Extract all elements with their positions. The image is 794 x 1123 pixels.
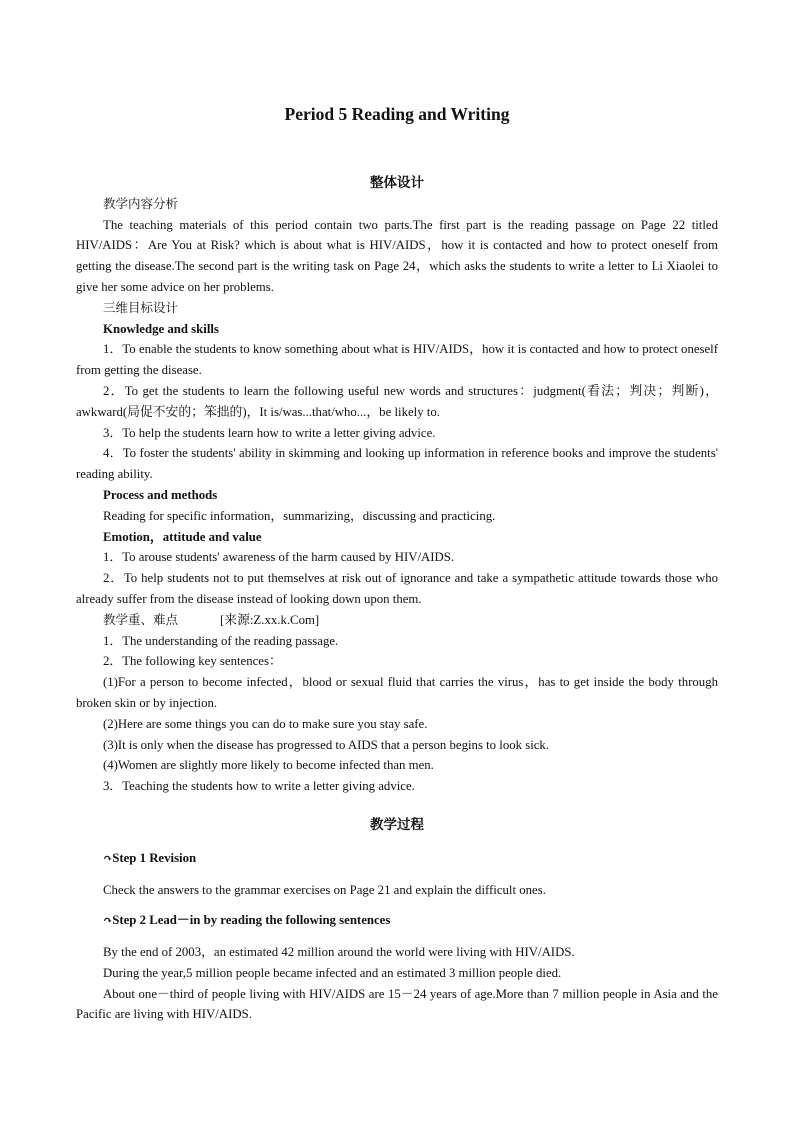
step-1-heading xyxy=(76,848,718,870)
knowledge-item: 1．To enable the students to know something about what is HIV/AIDS，how it is contacted and how to protect oneself from getting the disease. xyxy=(76,342,718,378)
key-sentence: (4)Women are slightly more likely to become infected than men. xyxy=(103,758,434,773)
section-heading-design: 整体设计 xyxy=(370,175,424,190)
step-2-heading xyxy=(76,910,718,932)
knowledge-item: 4．To foster the students' ability in skimming and looking up information in reference books and improve the students' reading ability. xyxy=(76,446,718,482)
key-point-item: 3．Teaching the students how to write a letter giving advice. xyxy=(103,779,415,794)
knowledge-item: 3．To help the students learn how to write a letter giving advice. xyxy=(103,425,436,440)
emotion-heading: Emotion，attitude and value xyxy=(103,529,262,544)
key-point-item: 2．The following key sentences： xyxy=(103,654,282,669)
process-heading: Process and methods xyxy=(103,487,218,502)
step-1-paragraph: Check the answers to the grammar exercises on Page 21 and explain the difficult ones. xyxy=(103,882,546,897)
emotion-item: 1．To arouse students' awareness of the harm caused by HIV/AIDS. xyxy=(103,550,455,565)
analysis-paragraph: The teaching materials of this period contain two parts.The first part is the reading passage on Page 22 titled HIV/AIDS：Are You at Risk? which is about what is HIV/AIDS，how it is contacted and how to protect oneself from getting the disease.The second part is the writing task on Page 24，which asks the students to write a letter to Li Xiaolei to give her some advice on her problems. xyxy=(76,217,718,294)
step-2-sentence: During the year,5 million people became infected and an estimated 3 million people died. xyxy=(103,965,562,980)
step-marker-icon: ↷ xyxy=(103,915,113,928)
key-sentence: (3)It is only when the disease has progressed to AIDS that a person begins to look sick. xyxy=(103,737,550,752)
step-2-label: Step 2 Lead－in by reading the following sentences xyxy=(112,913,391,928)
source-note: [来源:Z.xx.k.Com] xyxy=(220,612,320,627)
step-marker-icon: ↷ xyxy=(103,852,113,865)
knowledge-item: 2．To get the students to learn the following useful new words and structures：judgment(看法；判决；判断)，awkward(局促不安的；笨拙的)，It is/was...that/who...，be likely to. xyxy=(76,383,718,419)
step-1-label: Step 1 Revision xyxy=(112,850,197,865)
emotion-item: 2．To help students not to put themselves at risk out of ignorance and take a sympathetic attitude towards those who already suffer from the disease instead of looking down upon them. xyxy=(76,571,718,606)
document-body xyxy=(76,102,718,1025)
key-points-line xyxy=(76,610,718,631)
goals-label: 三维目标设计 xyxy=(103,299,179,315)
key-points-label: 教学重、难点 xyxy=(103,611,179,627)
step-2-sentence: About one－third of people living with HIV/AIDS are 15－24 years of age.More than 7 million people in Asia and the Pacific are living with HIV/AIDS. xyxy=(76,986,718,1022)
analysis-label: 教学内容分析 xyxy=(103,195,179,211)
section-heading-process: 教学过程 xyxy=(370,816,424,832)
key-sentence: (1)For a person to become infected，blood or sexual fluid that carries the virus，has to get inside the body through broken skin or by injection. xyxy=(76,675,718,710)
page-title: Period 5 Reading and Writing xyxy=(284,104,510,124)
process-paragraph: Reading for specific information，summarizing，discussing and practicing. xyxy=(103,508,496,523)
knowledge-heading: Knowledge and skills xyxy=(103,321,219,336)
step-2-sentence: By the end of 2003，an estimated 42 million around the world were living with HIV/AIDS. xyxy=(103,945,575,960)
key-point-item: 1．The understanding of the reading passage. xyxy=(103,633,339,648)
key-sentence: (2)Here are some things you can do to make sure you stay safe. xyxy=(103,716,428,731)
